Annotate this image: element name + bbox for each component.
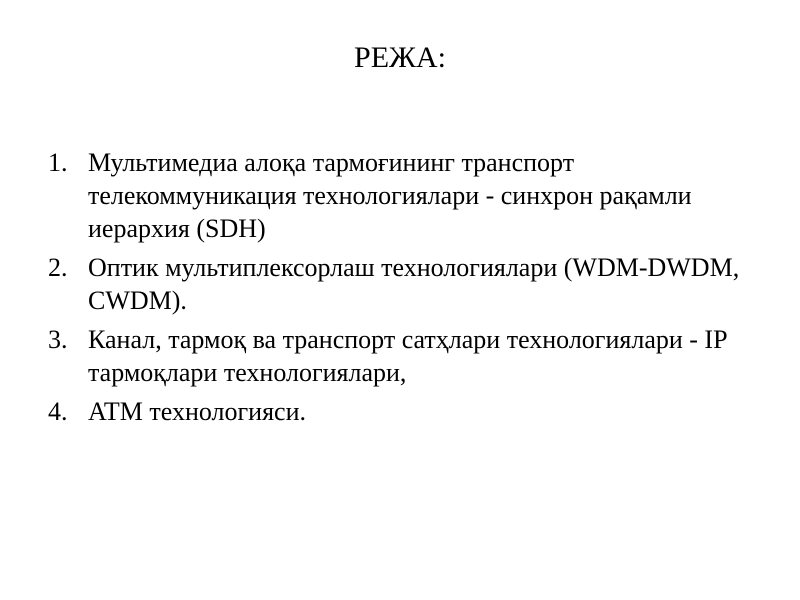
item-text: Оптик мультиплексорлаш технологиялари (WDM-DWDM, CWDM). bbox=[88, 253, 740, 315]
slide-title: РЕЖА: bbox=[354, 41, 446, 74]
agenda-item-1 bbox=[48, 146, 748, 245]
item-text: ATM технологияси. bbox=[88, 397, 306, 426]
item-text: Мультимедиа алоқа тармоғининг транспорт телекоммуникация технологиялари - синхрон рақамли иерархия (SDH) bbox=[88, 148, 692, 243]
agenda-item-2 bbox=[48, 251, 748, 317]
item-number: 1. bbox=[48, 148, 68, 177]
agenda-item-3 bbox=[48, 323, 748, 389]
item-number: 3. bbox=[48, 325, 68, 354]
item-text: Канал, тармоқ ва транспорт сатҳлари технологиялари - IP тармоқлари технологиялари, bbox=[88, 325, 727, 387]
agenda-list bbox=[48, 146, 748, 434]
item-number: 2. bbox=[48, 253, 68, 282]
agenda-item-4 bbox=[48, 395, 748, 428]
item-number: 4. bbox=[48, 397, 68, 426]
